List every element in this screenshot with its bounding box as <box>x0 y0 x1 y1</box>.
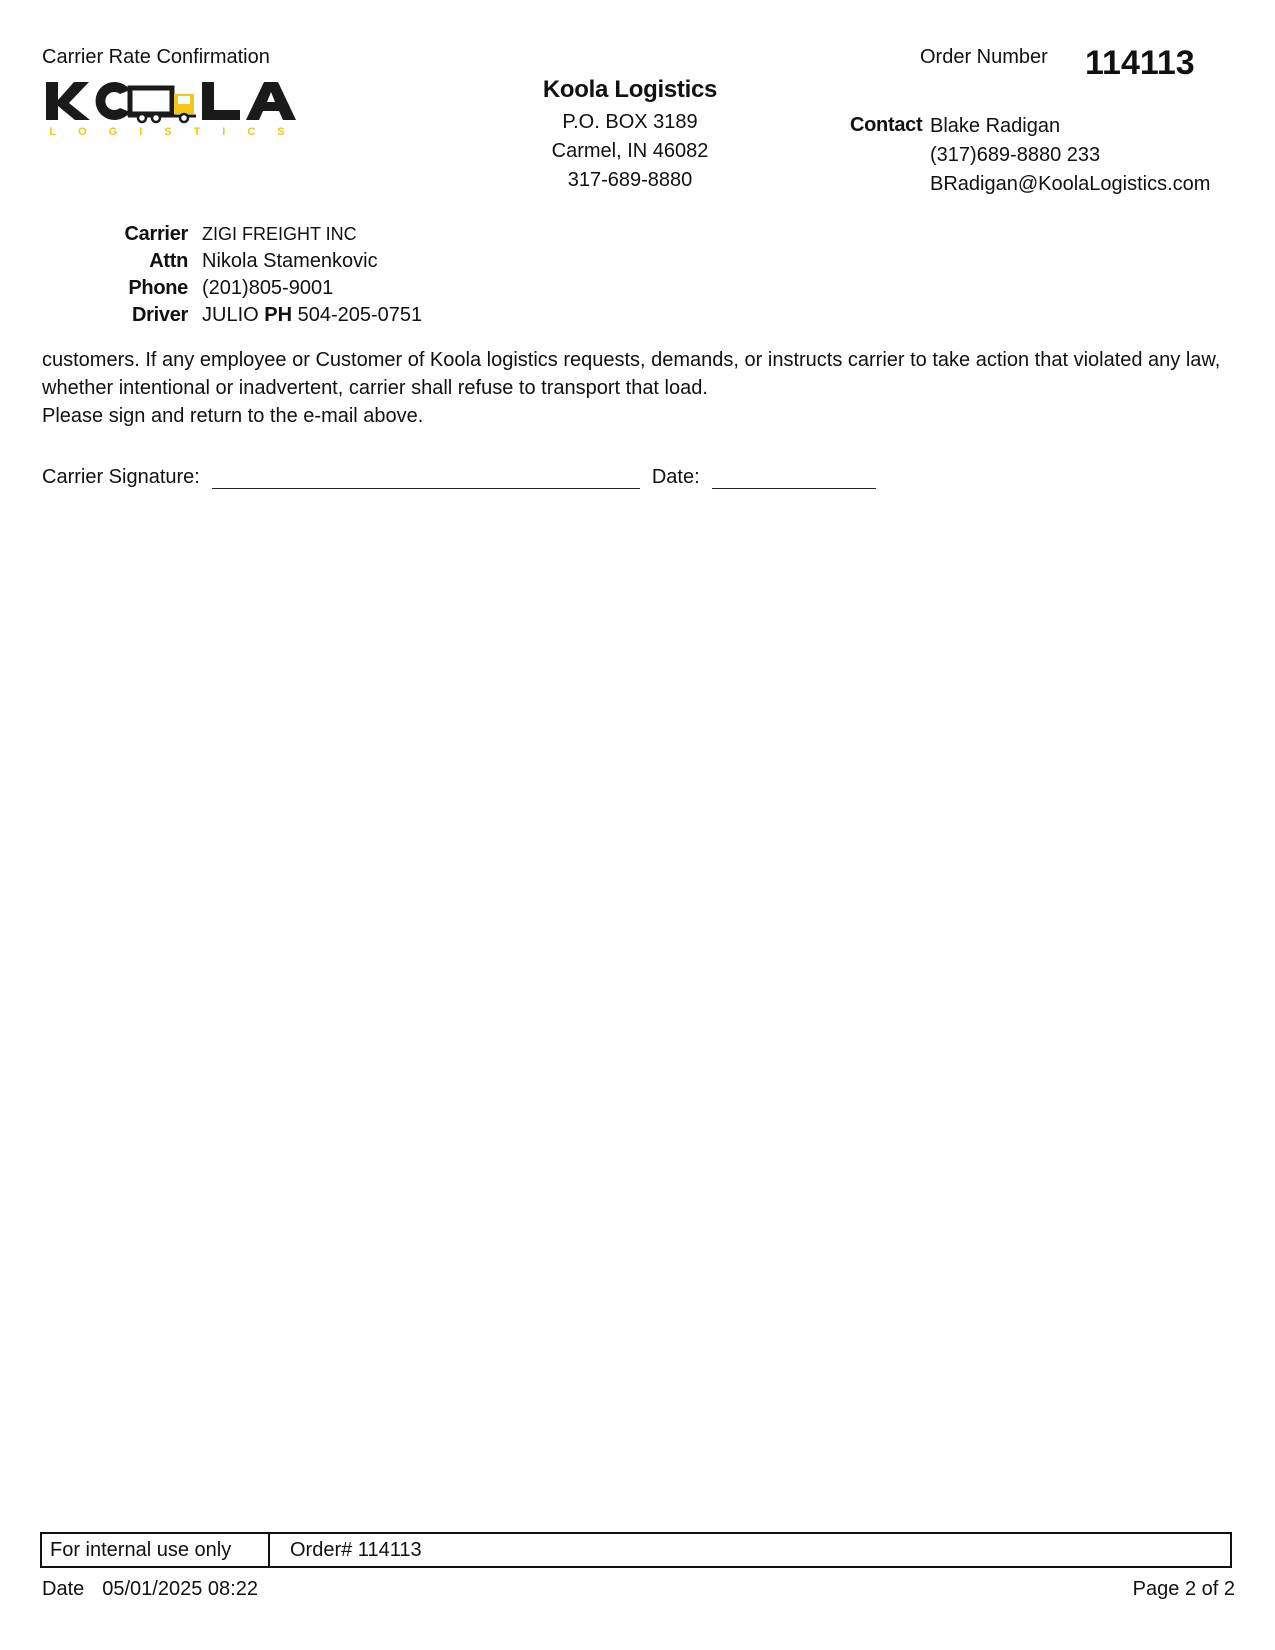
signature-row <box>42 466 876 489</box>
page-total: 2 <box>1223 1578 1235 1600</box>
page-current: 2 <box>1184 1578 1197 1600</box>
document-type-title: Carrier Rate Confirmation <box>42 46 270 68</box>
carrier-name: ZIGI FREIGHT INC <box>202 224 357 244</box>
order-reference: Order# 114113 <box>290 1539 422 1561</box>
contact-label: Contact <box>850 114 923 136</box>
page-label: Page <box>1132 1578 1180 1600</box>
contact-phone: (317)689-8880 233 <box>930 144 1101 166</box>
order-number-label: Order Number <box>920 46 1048 68</box>
page-of: of <box>1201 1578 1219 1600</box>
signature-line[interactable] <box>212 466 640 489</box>
company-address-line-2: Carmel, IN 46082 <box>551 140 709 162</box>
footer-date-label: Date <box>42 1578 85 1600</box>
terms-text <box>42 346 1242 430</box>
carrier-label: Carrier <box>124 223 188 245</box>
carrier-phone: (201)805-9001 <box>202 277 334 299</box>
koola-logo <box>44 78 312 144</box>
date-label: Date: <box>651 466 700 488</box>
sign-instruction: Please sign and return to the e-mail above. <box>42 405 424 427</box>
driver-name: JULIO <box>202 304 259 326</box>
company-name: Koola Logistics <box>542 76 718 103</box>
company-address-line-1: P.O. BOX 3189 <box>562 111 698 133</box>
driver-phone: 504-205-0751 <box>297 304 423 326</box>
company-block <box>430 76 830 195</box>
phone-row <box>60 277 422 304</box>
company-phone: 317-689-8880 <box>567 169 693 191</box>
terms-paragraph: customers. If any employee or Customer of Koola logistics requests, demands, or instructs carrier to take action that violated any law, whether intentional or inadvertent, carrier shall refuse to transport that load. <box>42 349 1221 399</box>
internal-use-box <box>40 1532 1232 1568</box>
contact-block <box>930 112 1210 199</box>
carrier-info-block <box>60 223 422 331</box>
logo-subtext: LOGISTICS <box>49 126 307 138</box>
phone-label: Phone <box>128 277 188 299</box>
contact-name: Blake Radigan <box>930 115 1061 137</box>
internal-use-label: For internal use only <box>42 1534 270 1566</box>
driver-row <box>60 304 422 331</box>
driver-phone-label: PH <box>264 304 293 326</box>
footer-date-value: 05/01/2025 08:22 <box>102 1578 258 1600</box>
attn-label: Attn <box>149 250 188 272</box>
carrier-row <box>60 223 422 250</box>
driver-info <box>202 304 422 327</box>
driver-label: Driver <box>131 304 188 326</box>
attn-name: Nikola Stamenkovic <box>202 250 378 272</box>
order-number-value: 114113 <box>1085 44 1195 82</box>
contact-email[interactable]: BRadigan@KoolaLogistics.com <box>930 173 1211 195</box>
footer-date <box>42 1578 258 1601</box>
signature-label: Carrier Signature: <box>42 466 200 488</box>
attn-row <box>60 250 422 277</box>
date-line[interactable] <box>712 466 876 489</box>
page-indicator <box>1133 1578 1235 1601</box>
